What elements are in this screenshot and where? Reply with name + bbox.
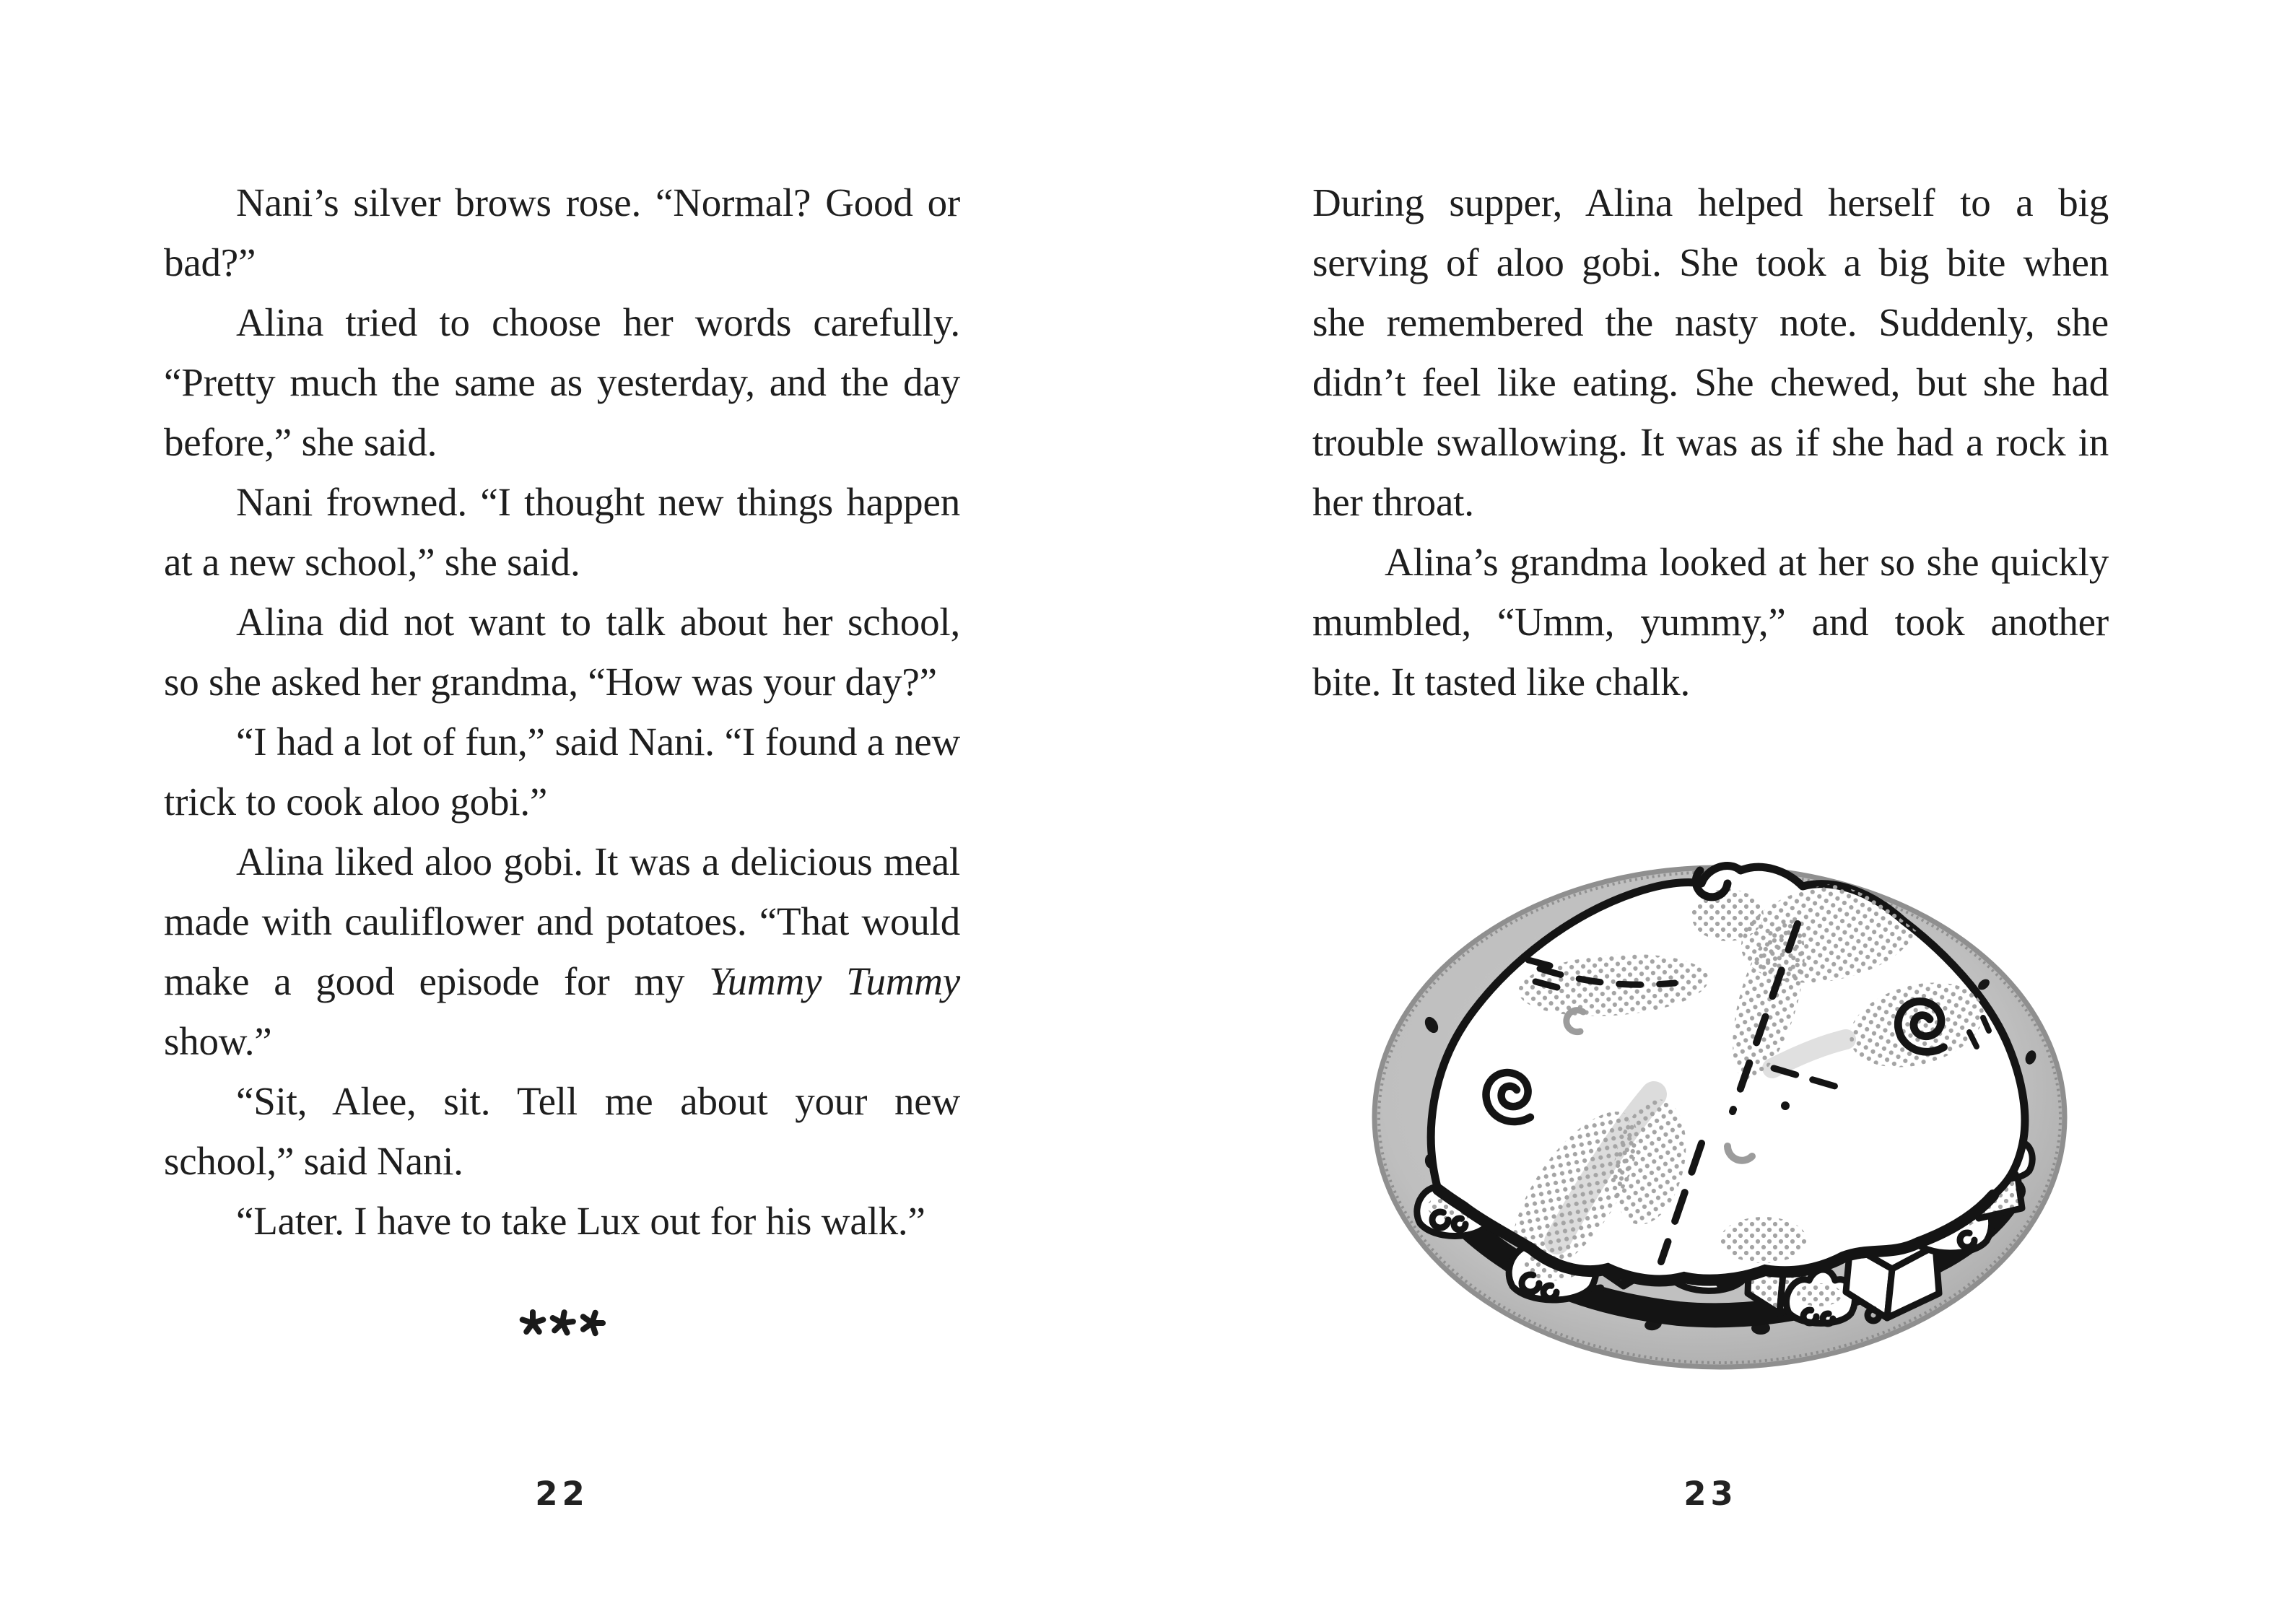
text-run: school,” said Nani. <box>164 1139 463 1183</box>
text-run: “Sit, Alee, sit. Tell me about your new <box>236 1079 960 1123</box>
text-line <box>164 592 960 652</box>
star-icon <box>578 1309 606 1337</box>
text-line <box>164 1011 960 1071</box>
aloo-gobi-illustration <box>1368 852 2090 1386</box>
text-line <box>1312 352 2109 412</box>
star-icon <box>549 1309 576 1337</box>
text-line <box>164 1071 960 1131</box>
text-line <box>164 232 960 292</box>
text-line <box>164 532 960 592</box>
text-line <box>1312 412 2109 472</box>
text-line <box>164 412 960 472</box>
aloo-gobi-plate-drawing <box>1368 852 2090 1386</box>
text-run: before,” she said. <box>164 420 437 464</box>
text-line <box>164 891 960 951</box>
right-page-text <box>1312 173 2109 712</box>
text-line <box>1312 592 2109 652</box>
right-page-number: 23 <box>1683 1475 1738 1513</box>
text-line <box>164 352 960 412</box>
text-line <box>1312 652 2109 712</box>
text-line <box>164 831 960 891</box>
left-page-text <box>164 173 960 1251</box>
text-line <box>164 1191 960 1251</box>
text-run: at a new school,” she said. <box>164 540 580 584</box>
text-run: so she asked her grandma, “How was your day?” <box>164 660 937 704</box>
text-run: show.” <box>164 1019 272 1063</box>
text-run: Alina liked aloo gobi. It was a delicious meal <box>236 839 960 883</box>
text-line <box>164 951 960 1011</box>
text-run: trick to cook aloo gobi.” <box>164 780 548 824</box>
text-line <box>1312 472 2109 532</box>
text-line <box>1312 292 2109 352</box>
text-run: bite. It tasted like chalk. <box>1312 660 1691 704</box>
text-run: Alina did not want to talk about her school, <box>236 600 960 644</box>
text-run: “Later. I have to take Lux out for his walk.” <box>236 1199 925 1243</box>
text-run: made with cauliflower and potatoes. “That would <box>164 899 960 943</box>
text-run: During supper, Alina helped herself to a big <box>1312 180 2109 224</box>
text-line <box>164 173 960 232</box>
text-line <box>164 652 960 712</box>
italic-run: Yummy Tummy <box>709 959 960 1003</box>
text-run: didn’t feel like eating. She chewed, but she had <box>1312 360 2109 404</box>
text-run: her throat. <box>1312 480 1474 524</box>
text-run: mumbled, “Umm, yummy,” and took another <box>1312 600 2109 644</box>
text-line <box>1312 173 2109 232</box>
star-icon <box>519 1309 546 1337</box>
left-page-number: 22 <box>535 1475 589 1513</box>
text-run: Nani frowned. “I thought new things happen <box>236 480 960 524</box>
text-run: bad?” <box>164 240 256 284</box>
text-run: serving of aloo gobi. She took a big bite when <box>1312 240 2109 284</box>
text-line <box>164 292 960 352</box>
text-run: “Pretty much the same as yesterday, and the day <box>164 360 960 404</box>
text-run: “I had a lot of fun,” said Nani. “I found a new <box>236 720 960 764</box>
text-line <box>164 712 960 772</box>
text-line <box>164 472 960 532</box>
text-line <box>1312 532 2109 592</box>
text-run: Nani’s silver brows rose. “Normal? Good or <box>236 180 960 224</box>
text-run: make a good episode for my <box>164 959 710 1003</box>
text-run: she remembered the nasty note. Suddenly, she <box>1312 300 2109 344</box>
section-break <box>164 1309 960 1337</box>
text-line <box>164 772 960 831</box>
text-run: Alina tried to choose her words carefully. <box>236 300 960 344</box>
text-run: Alina’s grandma looked at her so she quickly <box>1385 540 2109 584</box>
text-run: trouble swallowing. It was as if she had a rock in <box>1312 420 2109 464</box>
text-line <box>1312 232 2109 292</box>
text-line <box>164 1131 960 1191</box>
right-page <box>1137 0 2274 1624</box>
